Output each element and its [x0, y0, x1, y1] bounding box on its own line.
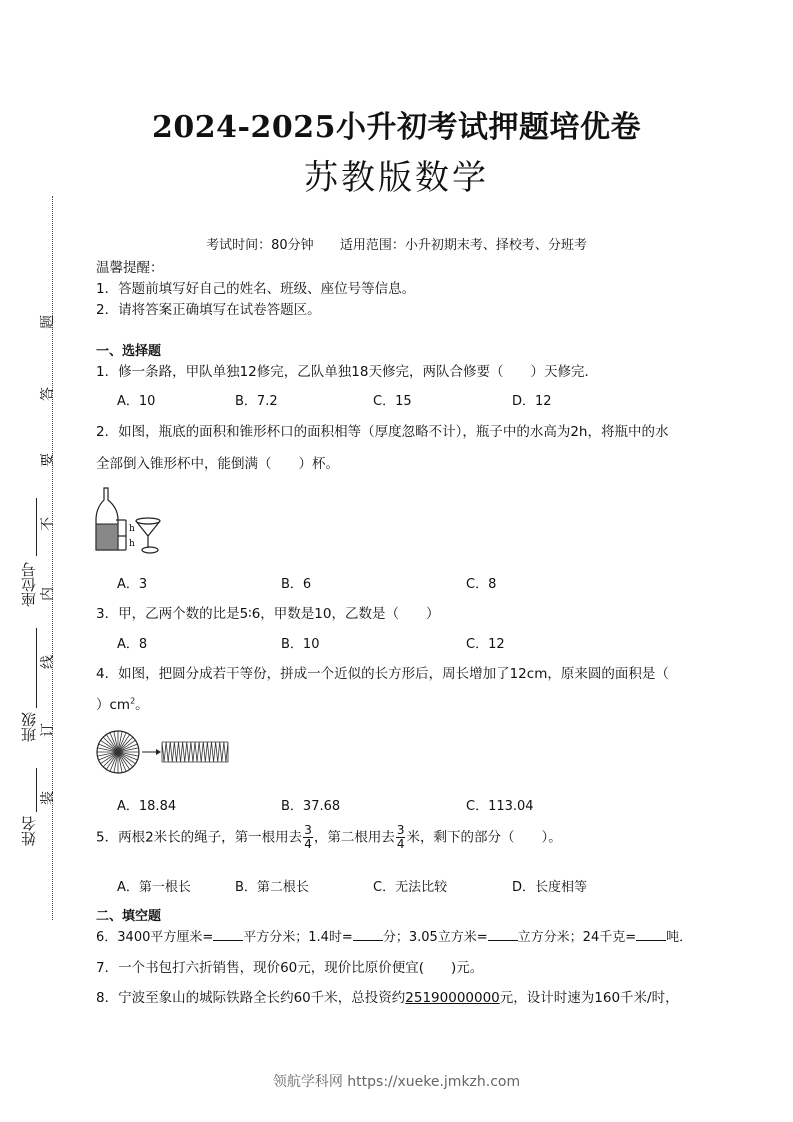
binding-char: 题 [40, 315, 56, 329]
q3-option-b: B．10 [281, 637, 320, 652]
binding-char: 订 [40, 723, 56, 737]
section-heading-fill: 二、填空题 [96, 909, 162, 924]
binding-char: 答 [40, 387, 56, 401]
exam-scope: 适用范围：小升初期末考、择校考、分班考 [339, 238, 587, 253]
q1-option-d: D．12 [512, 394, 552, 409]
seat-label: 座位号 [20, 562, 38, 607]
q4-option-a: A．18.84 [117, 799, 177, 814]
question-1: 1．修一条路，甲队单独12修完，乙队单独18天修完，两队合修要（ ）天修完． [96, 364, 598, 380]
binding-char: 装 [40, 791, 56, 805]
bottle-water [96, 524, 118, 550]
answer-blank[interactable] [636, 928, 666, 941]
section-heading-choice: 一、选择题 [96, 344, 162, 359]
name-label: 姓名 [20, 816, 38, 846]
exam-subtitle: 苏教版数学 [304, 158, 489, 198]
class-label: 班级 [20, 712, 38, 742]
q5-option-d: D．长度相等 [512, 880, 588, 895]
arrow-head [156, 749, 161, 755]
binding-char: 要 [40, 453, 56, 467]
fraction: $\frac{3}{4}$ [304, 823, 312, 851]
fraction: $\frac{3}{4}$ [396, 823, 405, 851]
q5-option-b: B．第二根长 [235, 880, 309, 895]
q4-option-b: B．37.68 [281, 799, 341, 814]
q3-option-c: C．12 [466, 637, 505, 652]
question-2-line2: 全部倒入锥形杯中，能倒满（ ）杯。 [96, 456, 339, 472]
answer-blank[interactable] [488, 928, 518, 941]
q5-option-a: A．第一根长 [117, 880, 191, 895]
tip-item: 1．答题前填写好自己的姓名、班级、座位号等信息。 [96, 281, 416, 297]
exam-time: 考试时间：80分钟 [206, 238, 314, 253]
q2-option-c: C．8 [466, 577, 497, 592]
question-3: 3．甲，乙两个数的比是5∶6，甲数是10，乙数是（ ） [96, 606, 440, 622]
q2-option-a: A．3 [117, 577, 148, 592]
question-6: 6．3400平方厘米= 平方分米；1.4时= 分；3.05立方米= 立方分米；24千克= 吨． [96, 930, 693, 945]
answer-blank[interactable] [213, 928, 243, 941]
question-4-line2: ）$cm^2$。 [96, 696, 149, 713]
tip-item: 2．请将答案正确填写在试卷答题区。 [96, 302, 321, 318]
q1-option-b: B．7.2 [235, 394, 278, 409]
height-label: h [129, 524, 135, 534]
tips-heading: 温馨提醒： [96, 260, 164, 276]
question-4-line1: 4．如图，把圆分成若干等份，拼成一个近似的长方形后，周长增加了12cm，原来圆的面积是（ [96, 666, 669, 682]
footer-watermark: 领航学科网 https://xueke.jmkzh.com [272, 1074, 521, 1090]
answer-blank[interactable] [353, 928, 383, 941]
name-blank-line [36, 768, 37, 812]
q5-option-c: C．无法比较 [373, 880, 448, 895]
rectangle-sectors [162, 742, 228, 762]
q1-option-c: C．15 [373, 394, 412, 409]
cone-rim [136, 518, 160, 524]
q3-option-a: A．8 [117, 637, 148, 652]
exam-title: 2024-2025小升初考试押题培优卷 [152, 110, 641, 145]
question-5: 5．两根2米长的绳子，第一根用去 $\frac{3}{4}$ ，第二根用去 $\frac{3}{4}$ 米，剩下的部分（ ）。 [96, 823, 562, 851]
height-label: h [129, 539, 135, 549]
approx-rectangle [162, 742, 228, 762]
question-8: 8．宁波至象山的城际铁路全长约60千米，总投资约25190000000元，设计时速为160千米/时， [96, 990, 679, 1006]
binding-char: 不 [40, 517, 56, 531]
exam-meta [0, 234, 793, 253]
q2-option-b: B．6 [281, 577, 312, 592]
q4-option-c: C．113.04 [466, 799, 534, 814]
bottle-cone-figure [92, 486, 168, 558]
question-7: 7．一个书包打六折销售，现价60元，现价比原价便宜( )元。 [96, 960, 484, 976]
q1-option-a: A．10 [117, 394, 156, 409]
binding-dotted-line [52, 196, 53, 920]
question-2-line1: 2．如图，瓶底的面积和锥形杯口的面积相等（厚度忽略不计），瓶子中的水高为2h，将瓶中的水 [96, 424, 669, 440]
binding-char: 内 [40, 587, 56, 601]
circle-to-rectangle-figure [94, 728, 234, 776]
binding-char: 线 [40, 655, 56, 669]
